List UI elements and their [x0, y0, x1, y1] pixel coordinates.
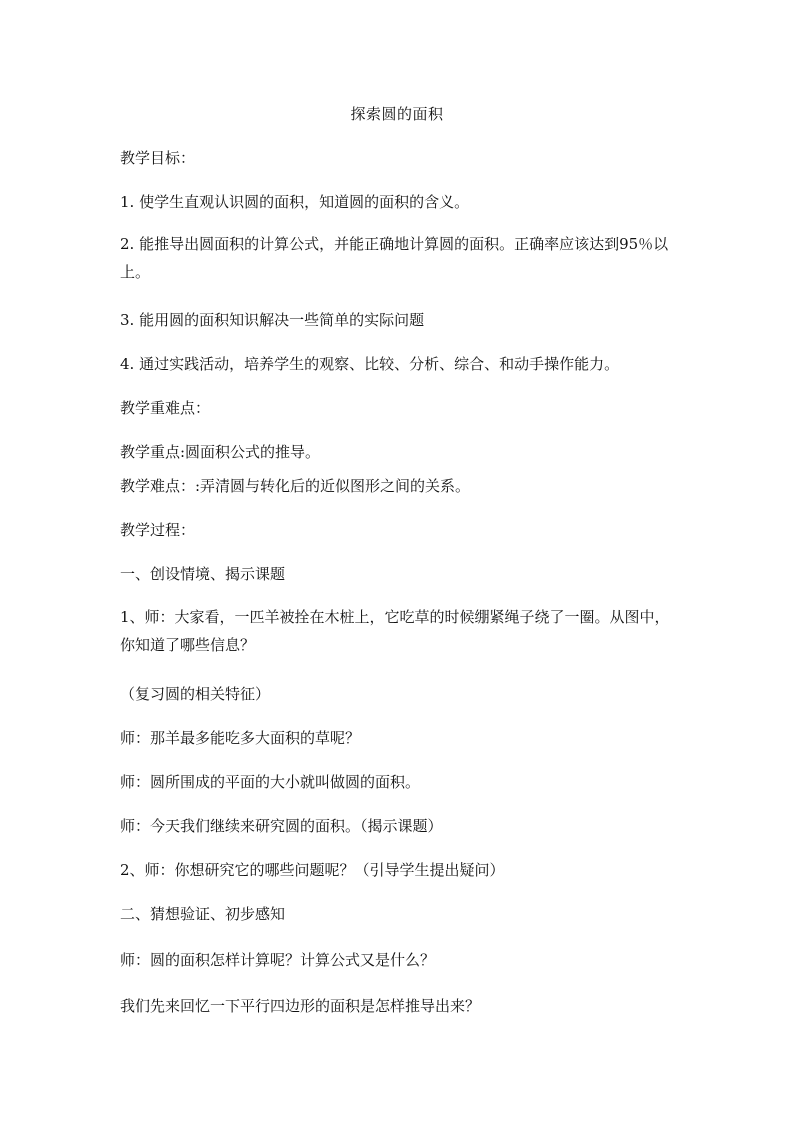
paragraph-teacher-6: 师：圆的面积怎样计算呢？计算公式又是什么？: [120, 951, 436, 969]
objective-item-3: 3. 能用圆的面积知识解决一些简单的实际问题: [120, 311, 425, 329]
paragraph-teacher-1: 1、师：大家看，一匹羊被拴在木桩上，它吃草的时候绷紧绳子绕了一圈。从图中，你知道了哪些信息？: [120, 608, 670, 654]
step-heading-2: 二、猜想验证、初步感知: [120, 905, 286, 923]
paragraph-review-note: （复习圆的相关特征）: [120, 685, 271, 703]
objective-item-1: 1. 使学生直观认识圆的面积，知道圆的面积的含义。: [120, 193, 470, 211]
objective-item-4: 4. 通过实践活动，培养学生的观察、比较、分析、综合、和动手操作能力。: [120, 355, 620, 373]
paragraph-teacher-5: 2、师：你想研究它的哪些问题呢？（引导学生提出疑问）: [120, 861, 505, 879]
section-heading-process: 教学过程：: [120, 521, 196, 539]
section-heading-key-points: 教学重难点：: [120, 399, 211, 417]
paragraph-teacher-3: 师：圆所围成的平面的大小就叫做圆的面积。: [120, 773, 421, 791]
paragraph-final: 我们先来回忆一下平行四边形的面积是怎样推导出来？: [120, 997, 481, 1015]
document-title: 探索圆的面积: [350, 105, 444, 123]
paragraph-teacher-4: 师：今天我们继续来研究圆的面积。（揭示课题）: [120, 817, 443, 835]
paragraph-teacher-2: 师：那羊最多能吃多大面积的草呢？: [120, 729, 361, 747]
step-heading-1: 一、创设情境、揭示课题: [120, 565, 286, 583]
section-heading-objectives: 教学目标：: [120, 149, 196, 167]
difficult-point: 教学难点：:弄清圆与转化后的近似图形之间的关系。: [120, 477, 471, 495]
objective-item-2: 2. 能推导出圆面积的计算公式，并能正确地计算圆的面积。正确率应该达到95％以上。: [120, 235, 669, 281]
key-point: 教学重点:圆面积公式的推导。: [120, 443, 321, 461]
